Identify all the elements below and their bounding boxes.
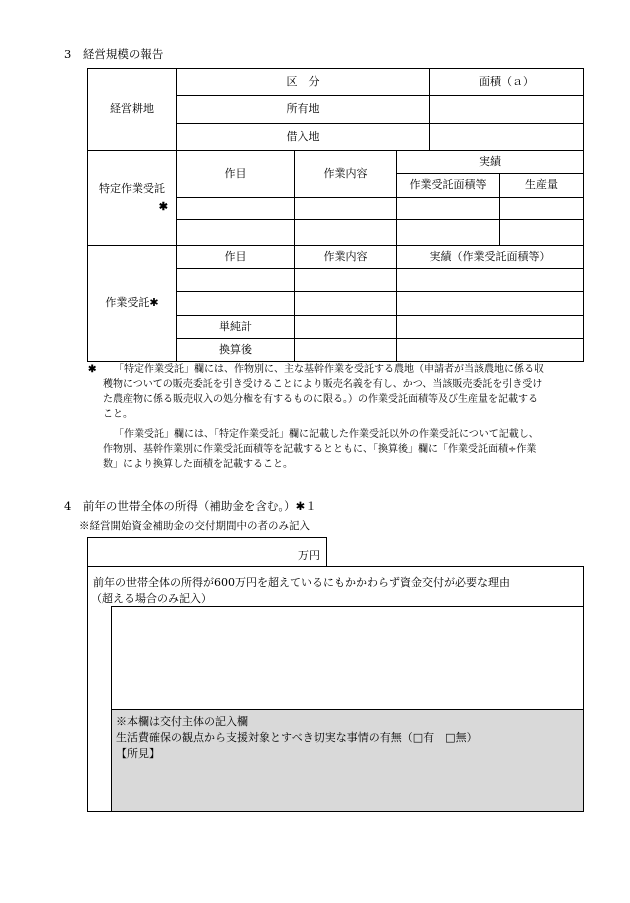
tokutei-menseki-header: 作業受託面積等 xyxy=(397,174,500,198)
note-mark: ✱ xyxy=(88,364,97,375)
reason-line: 前年の世帯全体の所得が600万円を超えているにもかかわらず資金交付が必要な理由 xyxy=(93,576,510,589)
jutaku-label: 作業受託✱ xyxy=(88,246,177,362)
kariire-area[interactable] xyxy=(430,124,584,151)
jutaku-jisseki-header: 実績（作業受託面積等） xyxy=(397,246,584,269)
tanjun-label: 単純計 xyxy=(177,316,295,339)
tokutei-cell[interactable] xyxy=(177,220,295,246)
jutaku-cell[interactable] xyxy=(397,269,584,292)
note-line: こと。 xyxy=(103,409,133,420)
tokutei-jisseki-header: 実績 xyxy=(397,151,584,174)
jutaku-sakumoku-header: 作目 xyxy=(177,246,295,269)
kariire-label: 借入地 xyxy=(177,124,430,151)
note-line: 「特定作業受託」欄には、作物別に、主な基幹作業を受託する農地（申請者が当該農地に係る収 xyxy=(114,364,544,375)
jutaku-cell[interactable] xyxy=(295,269,397,292)
tokutei-cell[interactable] xyxy=(397,220,500,246)
reason-input-area[interactable] xyxy=(111,606,584,710)
jutaku-cell[interactable] xyxy=(295,316,397,339)
reason-line: （超える場合のみ記入） xyxy=(91,592,212,605)
kansan-label: 換算後 xyxy=(177,339,295,362)
jutaku-cell[interactable] xyxy=(295,339,397,362)
shoyuchi-area[interactable] xyxy=(430,96,584,124)
jutaku-cell[interactable] xyxy=(295,292,397,316)
admin-line: 生活費確保の観点から支援対象とすべき切実な事情の有無（□有 □無） xyxy=(116,731,478,744)
note-line: 「作業受託」欄には、「特定作業受託」欄に記載した作業受託以外の作業受託について記載し、 xyxy=(114,429,539,440)
tokutei-label: 特定作業受託 xyxy=(99,182,165,195)
income-box[interactable] xyxy=(87,537,327,567)
section3-title: 3 経営規模の報告 xyxy=(64,47,164,61)
tokutei-label-cell xyxy=(88,151,177,246)
note-line: た農産物に係る販売収入の処分権を有するものに限る。）の作業受託面積等及び生産量を記載する xyxy=(103,394,538,405)
note-line: 穫物についての販売委託を引き受けることにより販売名義を有し、かつ、当該販売委託を引き受け xyxy=(103,379,543,390)
jutaku-cell[interactable] xyxy=(177,269,295,292)
keiei-label: 経営耕地 xyxy=(88,69,177,151)
tokutei-cell[interactable] xyxy=(397,198,500,220)
income-unit: 万円 xyxy=(298,549,320,562)
tokutei-sakumoku-header: 作目 xyxy=(177,151,295,198)
tokutei-seisan-header: 生産量 xyxy=(500,174,584,198)
menseki-header: 面積（ａ） xyxy=(430,69,584,96)
note-line: 作物別、基幹作業別に作業受託面積等を記載するとともに、「換算後」欄に「作業受託面積÷作業 xyxy=(103,444,537,455)
jutaku-table xyxy=(87,245,584,362)
shoyuchi-label: 所有地 xyxy=(177,96,430,124)
tokutei-table xyxy=(87,150,584,246)
jutaku-cell[interactable] xyxy=(397,339,584,362)
jutaku-cell[interactable] xyxy=(397,292,584,316)
jutaku-naiyou-header: 作業内容 xyxy=(295,246,397,269)
kubun-header: 区 分 xyxy=(177,69,430,96)
keiei-table xyxy=(87,68,584,151)
tokutei-cell[interactable] xyxy=(295,220,397,246)
admin-line: 【所見】 xyxy=(116,747,160,760)
tokutei-mark: ✱ xyxy=(158,200,168,213)
tokutei-cell[interactable] xyxy=(500,198,584,220)
tokutei-cell[interactable] xyxy=(500,220,584,246)
tokutei-cell[interactable] xyxy=(295,198,397,220)
tokutei-cell[interactable] xyxy=(177,198,295,220)
admin-line: ※本欄は交付主体の記入欄 xyxy=(116,715,248,728)
section4-subnote: ※経営開始資金補助金の交付期間中の者のみ記入 xyxy=(79,520,310,532)
section4-title: 4 前年の世帯全体の所得（補助金を含む。）✱１ xyxy=(64,499,317,513)
tokutei-naiyou-header: 作業内容 xyxy=(295,151,397,198)
note-line: 数」により換算した面積を記載すること。 xyxy=(103,459,293,470)
jutaku-cell[interactable] xyxy=(177,292,295,316)
jutaku-cell[interactable] xyxy=(397,316,584,339)
